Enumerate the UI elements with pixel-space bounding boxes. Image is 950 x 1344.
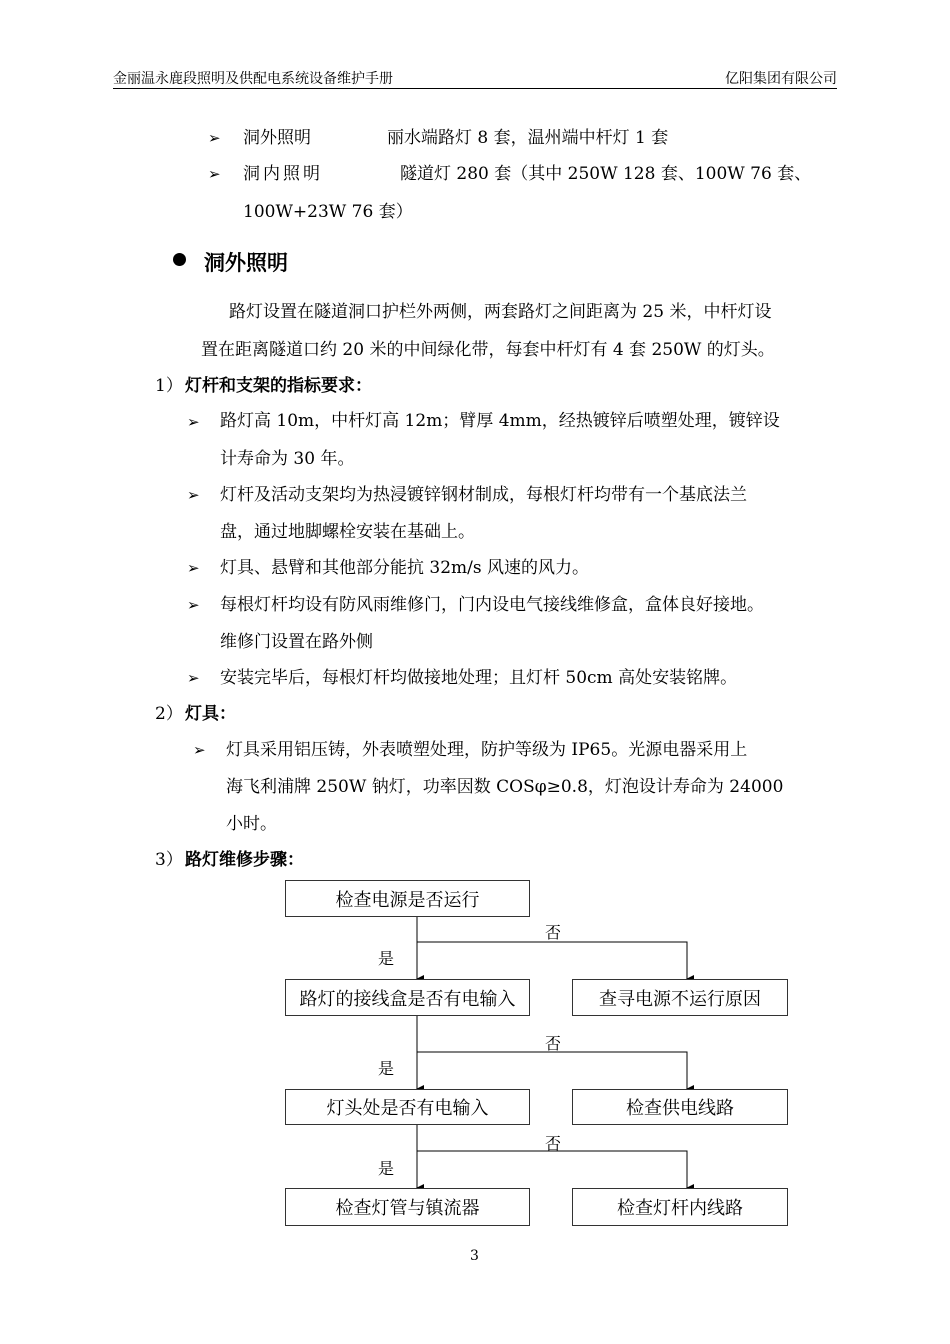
list-item: 灯具、悬臂和其他部分能抗 32m/s 风速的风力。 <box>220 558 590 578</box>
flow-label-yes: 是 <box>378 1059 395 1078</box>
connector-no-2 <box>417 1052 687 1089</box>
page-number: 3 <box>470 1248 479 1264</box>
summary-label: 洞外照明 <box>243 128 311 148</box>
summary-value: 隧道灯 280 套（其中 250W 128 套、100W 76 套、 <box>400 164 812 184</box>
list-item-cont: 小时。 <box>226 814 277 834</box>
bullet-arrow-icon: ➢ <box>187 559 200 577</box>
list-item-cont: 海飞利浦牌 250W 钠灯，功率因数 COSφ≥0.8，灯泡设计寿命为 24000 <box>226 777 784 797</box>
list-item-cont: 维修门设置在路外侧 <box>220 632 373 652</box>
flow-box-lamphead-power: 灯头处是否有电输入 <box>285 1089 530 1125</box>
list-item: 每根灯杆均设有防风雨维修门，门内设电气接线维修盒，盒体良好接地。 <box>220 595 764 615</box>
bullet-arrow-icon: ➢ <box>193 741 206 759</box>
bullet-arrow-icon: ➢ <box>208 129 221 147</box>
flow-box-check-supply-line: 检查供电线路 <box>572 1089 788 1125</box>
summary-label: 洞内照明 <box>243 164 323 184</box>
flow-label-yes: 是 <box>378 1159 395 1178</box>
header-company: 亿阳集团有限公司 <box>725 71 837 87</box>
connector-no-1 <box>417 942 687 979</box>
subsection-title: 灯具： <box>185 704 236 724</box>
bullet-arrow-icon: ➢ <box>187 669 200 687</box>
list-item-cont: 盘，通过地脚螺栓安装在基础上。 <box>220 522 475 542</box>
bullet-arrow-icon: ➢ <box>187 596 200 614</box>
subsection-number: 1） <box>155 376 183 396</box>
list-item: 安装完毕后，每根灯杆均做接地处理；且灯杆 50cm 高处安装铭牌。 <box>220 668 738 688</box>
flow-label-no: 否 <box>545 923 562 942</box>
list-item-cont: 计寿命为 30 年。 <box>220 449 355 469</box>
flow-box-check-tube-ballast: 检查灯管与镇流器 <box>285 1188 530 1226</box>
section-intro-line2: 置在距离隧道口约 20 米的中间绿化带，每套中杆灯有 4 套 250W 的灯头。 <box>201 340 775 360</box>
bullet-arrow-icon: ➢ <box>208 165 221 183</box>
section-title: 洞外照明 <box>204 251 288 275</box>
flow-box-check-pole-wiring: 检查灯杆内线路 <box>572 1188 788 1226</box>
bullet-arrow-icon: ➢ <box>187 413 200 431</box>
section-intro-line1: 路灯设置在隧道洞口护栏外两侧，两套路灯之间距离为 25 米，中杆灯设 <box>229 302 772 322</box>
list-item: 灯具采用铝压铸，外表喷塑处理，防护等级为 IP65。光源电器采用上 <box>226 740 748 760</box>
summary-value-cont: 100W+23W 76 套） <box>243 202 413 222</box>
connector-no-3 <box>417 1151 687 1188</box>
list-item: 灯杆及活动支架均为热浸镀锌钢材制成，每根灯杆均带有一个基底法兰 <box>220 485 747 505</box>
header-title: 金丽温永鹿段照明及供配电系统设备维护手册 <box>113 71 393 87</box>
flow-box-check-power: 检查电源是否运行 <box>285 880 530 917</box>
subsection-title: 灯杆和支架的指标要求： <box>185 376 372 396</box>
list-item: 路灯高 10m，中杆灯高 12m；臂厚 4mm，经热镀锌后喷塑处理，镀锌设 <box>220 411 780 431</box>
flow-label-no: 否 <box>545 1034 562 1053</box>
flow-label-yes: 是 <box>378 949 395 968</box>
flow-label-no: 否 <box>545 1134 562 1153</box>
subsection-number: 2） <box>155 704 183 724</box>
flow-box-junction-power: 路灯的接线盒是否有电输入 <box>285 979 530 1016</box>
summary-value: 丽水端路灯 8 套，温州端中杆灯 1 套 <box>387 128 669 148</box>
bullet-arrow-icon: ➢ <box>187 486 200 504</box>
subsection-number: 3） <box>155 850 183 870</box>
subsection-title: 路灯维修步骤： <box>185 850 304 870</box>
flow-box-find-cause: 查寻电源不运行原因 <box>572 979 788 1016</box>
